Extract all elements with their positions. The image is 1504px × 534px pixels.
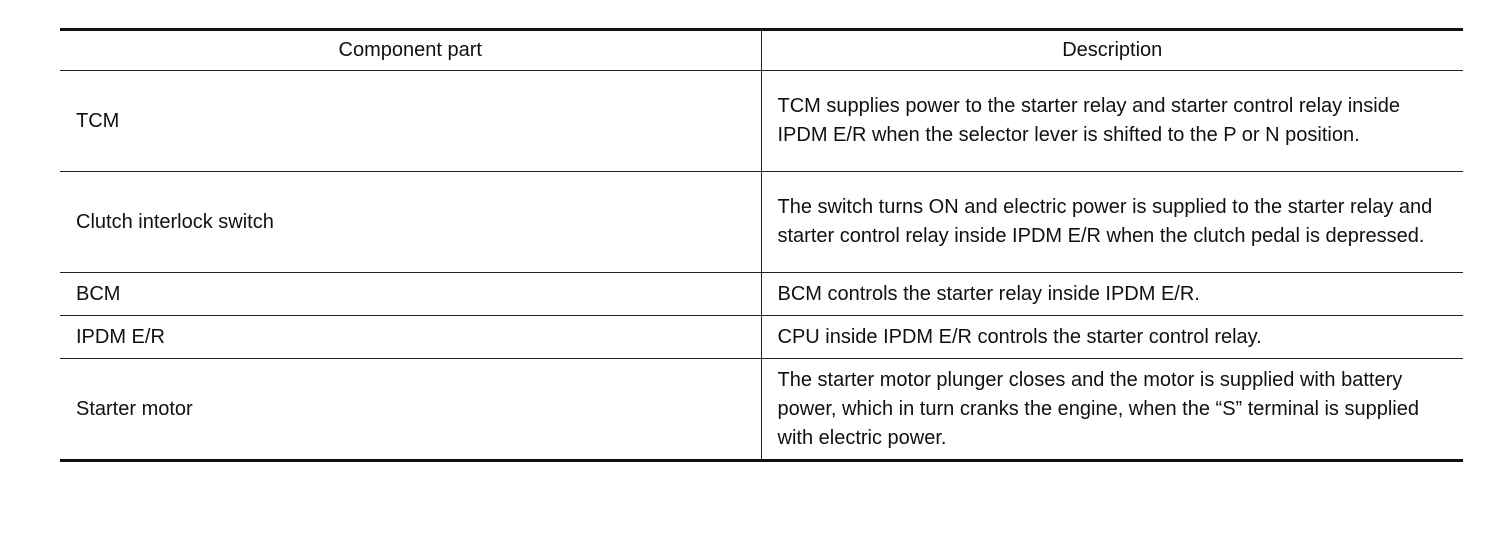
component-cell: BCM	[60, 273, 761, 316]
description-cell	[761, 359, 1463, 461]
component-description-table-container	[60, 28, 1463, 462]
table-row	[60, 71, 1463, 172]
column-header-description: Description	[761, 30, 1463, 71]
table-row	[60, 359, 1463, 461]
table-header	[60, 30, 1463, 71]
component-description-table	[60, 28, 1463, 462]
table-row	[60, 316, 1463, 359]
component-cell: Clutch interlock switch	[60, 172, 761, 273]
table-header-row	[60, 30, 1463, 71]
table-row	[60, 172, 1463, 273]
description-cell	[761, 71, 1463, 172]
component-cell: IPDM E/R	[60, 316, 761, 359]
component-cell: TCM	[60, 71, 761, 172]
column-header-component: Component part	[60, 30, 761, 71]
table-body	[60, 71, 1463, 461]
description-text: The starter motor plunger closes and the motor is supplied with battery power, which in turn cranks the engine, when the “S” terminal is supplied with electric power.	[777, 368, 1419, 449]
description-cell	[761, 273, 1463, 316]
component-cell: Starter motor	[60, 359, 761, 461]
table-row	[60, 273, 1463, 316]
description-text: CPU inside IPDM E/R controls the starter control relay.	[777, 325, 1262, 348]
description-cell	[761, 316, 1463, 359]
description-text: BCM controls the starter relay inside IPDM E/R.	[777, 282, 1200, 305]
description-cell	[761, 172, 1463, 273]
description-text: TCM supplies power to the starter relay and starter control relay inside IPDM E/R when the selector lever is shifted to the P or N position.	[777, 95, 1400, 146]
description-text: The switch turns ON and electric power is supplied to the starter relay and starter control relay inside IPDM E/R when the clutch pedal is depressed.	[777, 196, 1433, 247]
